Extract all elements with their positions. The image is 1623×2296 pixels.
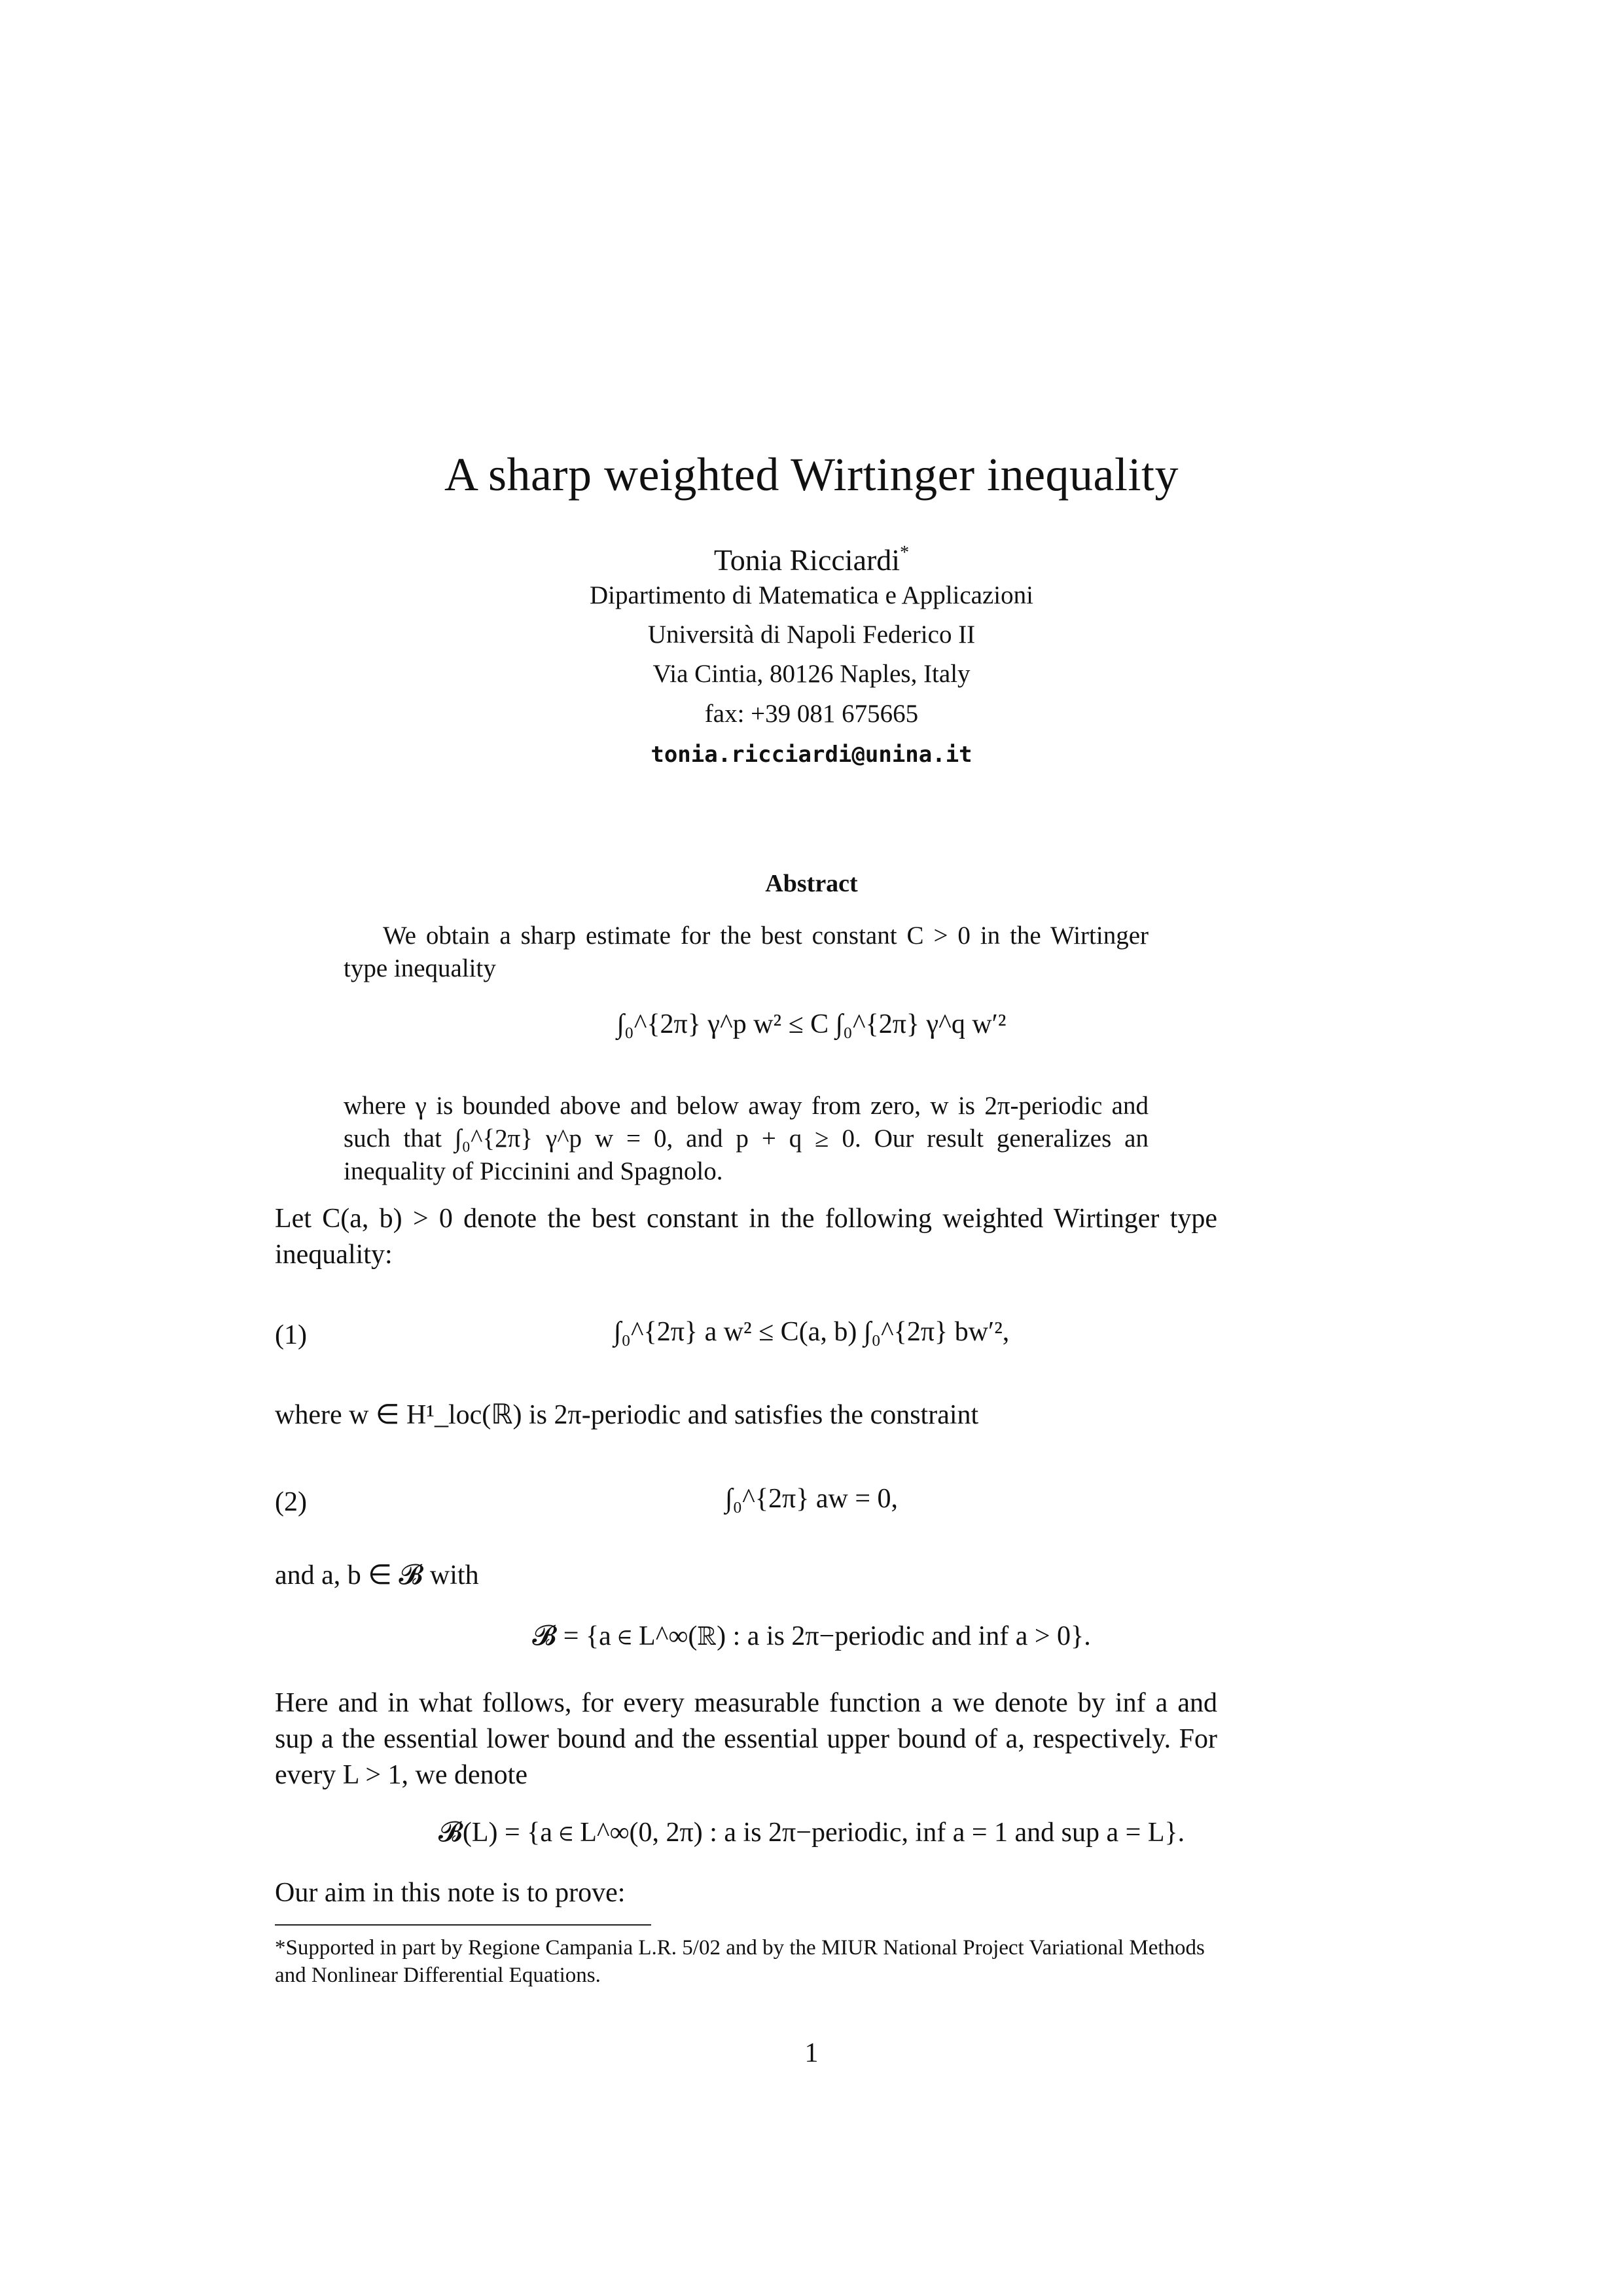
- author-email: tonia.ricciardi@unina.it: [651, 742, 972, 768]
- abstract-intro: We obtain a sharp estimate for the best constant C > 0 in the Wirtinger type inequality: [344, 922, 1149, 982]
- affiliation-line: fax: +39 081 675665: [704, 700, 919, 728]
- equation-3: 𝓑 = {a ∈ L^∞(ℝ) : a is 2π−periodic and inf a > 0}.: [532, 1621, 1091, 1651]
- author-name: [0, 533, 1623, 580]
- body-paragraph-2: where w ∈ H¹_loc(ℝ) is 2π-periodic and satisfies the constraint: [275, 1400, 979, 1430]
- affiliation-line: Dipartimento di Matematica e Applicazioni: [590, 581, 1033, 609]
- author-name-text: Tonia Ricciardi: [713, 543, 901, 577]
- body-paragraph-5: Our aim in this note is to prove:: [275, 1878, 626, 1908]
- equation-2: ∫₀^{2π} aw = 0,: [724, 1484, 899, 1514]
- equation-4: 𝓑(L) = {a ∈ L^∞(0, 2π) : a is 2π−periodic, inf a = 1 and sup a = L}.: [438, 1818, 1185, 1848]
- paper-title: A sharp weighted Wirtinger inequality: [444, 448, 1179, 501]
- affiliation-line: Università di Napoli Federico II: [647, 620, 976, 649]
- body-paragraph-3: and a, b ∈ 𝓑 with: [275, 1560, 479, 1590]
- author-footnote-mark: *: [900, 543, 910, 563]
- footnote: *Supported in part by Regione Campania L.R. 5/02 and by the MIUR National Project Variational Methods and Nonlinear Differential Equations.: [275, 1936, 1205, 1987]
- abstract-heading: Abstract: [765, 870, 858, 897]
- abstract-equation: ∫₀^{2π} γ^p w² ≤ C ∫₀^{2π} γ^q w′²: [616, 1009, 1007, 1039]
- equation-label-1: (1): [275, 1320, 307, 1350]
- footnote-rule: [275, 1924, 651, 1926]
- affiliation-line: Via Cintia, 80126 Naples, Italy: [652, 660, 971, 688]
- equation-label-2: (2): [275, 1487, 307, 1517]
- equation-1: ∫₀^{2π} a w² ≤ C(a, b) ∫₀^{2π} bw′²,: [613, 1317, 1010, 1347]
- body-paragraph-4: Here and in what follows, for every measurable function a we denote by inf a and sup a the essential lower bound and the essential upper bound of a, respectively. For every L > 1, we denote: [275, 1688, 1217, 1790]
- page-number: 1: [804, 2038, 819, 2068]
- abstract-after: where γ is bounded above and below away from zero, w is 2π-periodic and such that ∫₀^{2π} γ^p w = 0, and p + q ≥ 0. Our result generalizes an inequality of Piccinini and Spagnolo.: [344, 1092, 1149, 1185]
- body-paragraph-1: Let C(a, b) > 0 denote the best constant in the following weighted Wirtinger type inequality:: [275, 1204, 1217, 1270]
